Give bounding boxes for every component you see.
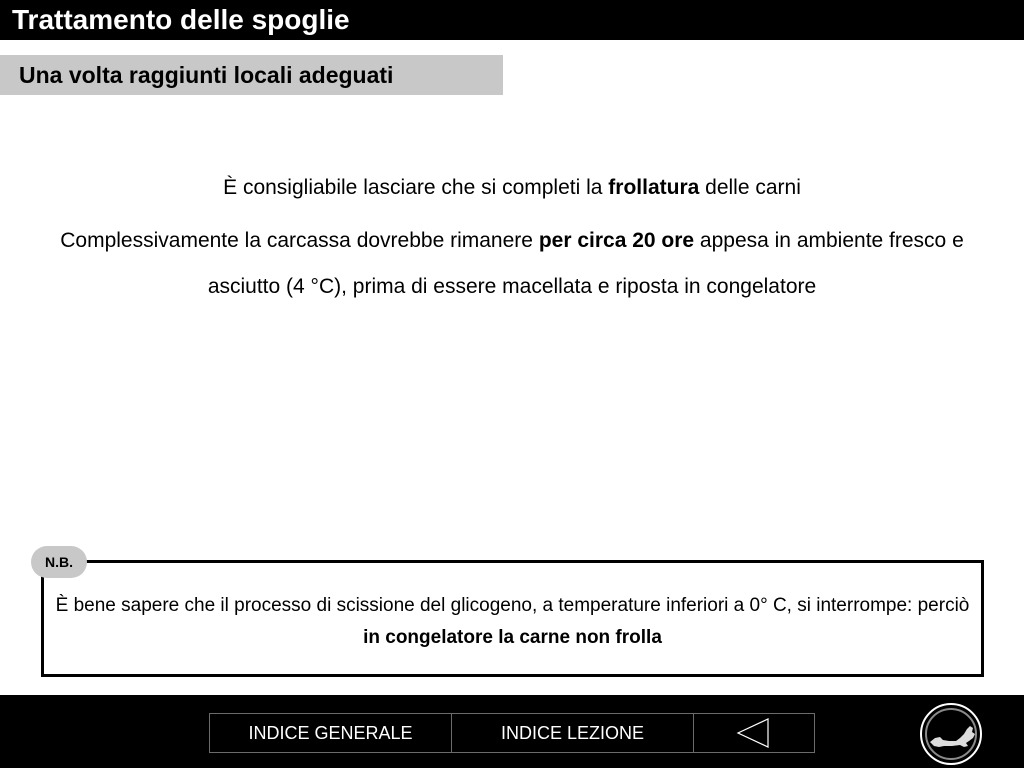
- page-title: Trattamento delle spoglie: [12, 4, 350, 35]
- back-button[interactable]: [693, 713, 815, 753]
- paragraph-text: Complessivamente la carcassa dovrebbe rimanere: [60, 229, 539, 252]
- paragraph-carcassa: [40, 218, 984, 310]
- subtitle-box: [0, 55, 503, 95]
- note-text-part: È bene sapere che il processo di scissione del glicogeno, a temperature inferiori a 0° C, si interrompe: perciò: [55, 595, 970, 616]
- section-subtitle: Una volta raggiunti locali adeguati: [19, 62, 394, 88]
- footer-bar: [0, 695, 1024, 768]
- logo-button[interactable]: [920, 703, 982, 765]
- indice-lezione-button[interactable]: INDICE LEZIONE: [451, 713, 694, 753]
- note-text: [54, 590, 971, 654]
- note-box: [41, 560, 984, 677]
- main-content: [40, 170, 984, 310]
- indice-generale-button[interactable]: INDICE GENERALE: [209, 713, 452, 753]
- header-bar: [0, 0, 1024, 40]
- note-highlight: in congelatore la carne non frolla: [363, 627, 662, 648]
- note-badge: N.B.: [31, 546, 87, 578]
- paragraph-text: È consigliabile lasciare che si completi la: [223, 176, 609, 199]
- highlight-duration: per circa 20 ore: [538, 229, 695, 252]
- highlight-frollatura: frollatura: [608, 176, 700, 199]
- paragraph-text: appesa in ambiente fresco e asciutto (4 °C), prima di essere macellata e riposta in congelatore: [207, 229, 964, 298]
- animal-silhouette-icon: [922, 705, 980, 763]
- paragraph-text: delle carni: [699, 176, 801, 199]
- paragraph-frollatura: [40, 170, 984, 206]
- left-triangle-icon: [736, 718, 770, 748]
